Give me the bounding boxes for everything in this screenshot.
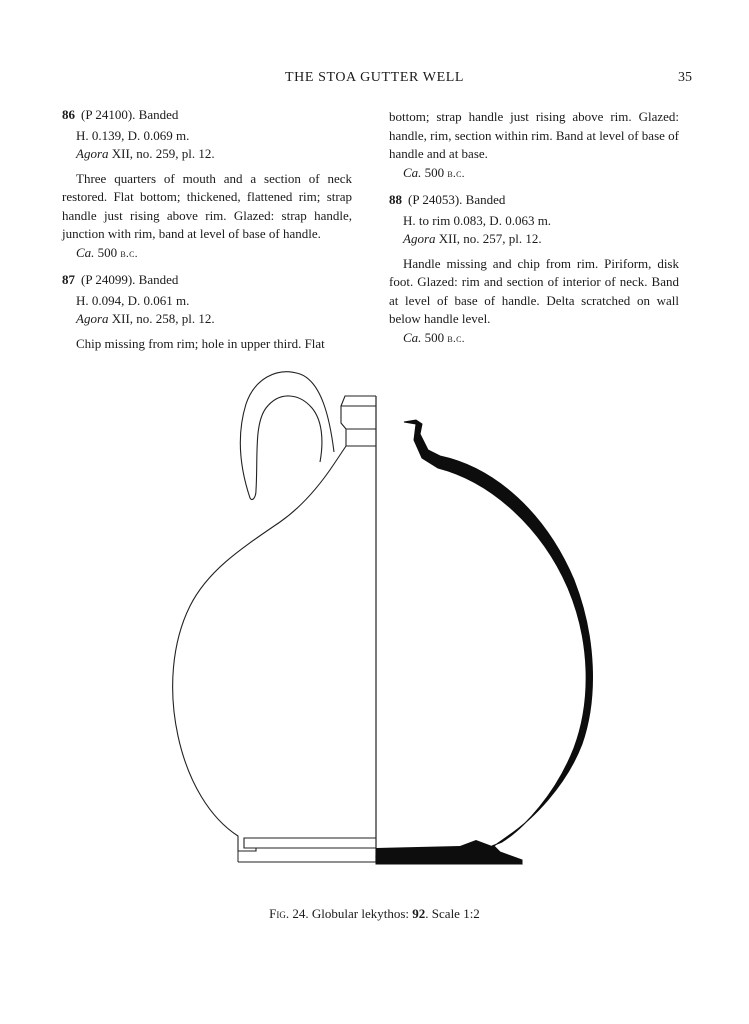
- vessel-exterior-outline: [173, 396, 376, 851]
- reference-details: XII, no. 259, pl. 12.: [108, 146, 215, 161]
- entry-title: (P 24053). Banded: [408, 192, 506, 207]
- date-circa: Ca.: [403, 164, 422, 180]
- date-year: 500: [94, 244, 121, 260]
- entry-description-part2: bottom; strap handle just rising above rim. Glazed: handle, rim, section within rim. Band at level of base of handle and at base.: [389, 109, 679, 161]
- caption-scale: . Scale 1:2: [425, 906, 480, 921]
- entry-description: Handle missing and chip from rim. Piriform, disk foot. Glazed: rim and section of interior of neck. Band at level of base of handle. Delta scratched on wall below handle level.: [389, 255, 679, 326]
- date-circa: Ca.: [403, 329, 422, 345]
- date-circa: Ca.: [76, 244, 95, 260]
- caption-catalog-number: 92: [412, 906, 426, 921]
- entry-title: (P 24099). Banded: [81, 272, 179, 287]
- reference-journal: Agora: [403, 231, 436, 246]
- entry-description: Three quarters of mouth and a section of neck restored. Flat bottom; thickened, flattened rim; strap handle just rising above rim. Glazed: strap handle, junction with rim, band at level of base of handle.: [62, 170, 352, 241]
- handle-outline: [240, 372, 334, 500]
- date-era: b.c.: [447, 167, 465, 180]
- date-year: 500: [421, 164, 448, 180]
- entry-dimensions: H. to rim 0.083, D. 0.063 m.: [403, 212, 552, 228]
- reference-journal: Agora: [76, 311, 109, 326]
- date-year: 500: [421, 329, 448, 345]
- page-number: 35: [678, 70, 692, 85]
- reference-details: XII, no. 257, pl. 12.: [435, 231, 542, 246]
- caption-label: Fig.: [269, 906, 290, 921]
- reference-details: XII, no. 258, pl. 12.: [108, 311, 215, 326]
- entry-description-part1: Chip missing from rim; hole in upper third. Flat: [76, 335, 325, 351]
- running-title: THE STOA GUTTER WELL: [284, 70, 465, 85]
- entry-dimensions: H. 0.094, D. 0.061 m.: [76, 292, 190, 308]
- entry-dimensions: H. 0.139, D. 0.069 m.: [76, 127, 190, 143]
- foot-outline: [238, 838, 376, 862]
- entry-number: 86: [62, 107, 75, 122]
- date-era: b.c.: [447, 332, 465, 345]
- vessel-section-wall: [376, 420, 592, 864]
- entry-number: 88: [389, 192, 402, 207]
- reference-journal: Agora: [76, 146, 109, 161]
- figure-caption: [0, 906, 749, 922]
- entry-title: (P 24100). Banded: [81, 107, 179, 122]
- date-era: b.c.: [120, 247, 138, 260]
- entry-number: 87: [62, 272, 75, 287]
- caption-text: 24. Globular lekythos:: [289, 906, 413, 921]
